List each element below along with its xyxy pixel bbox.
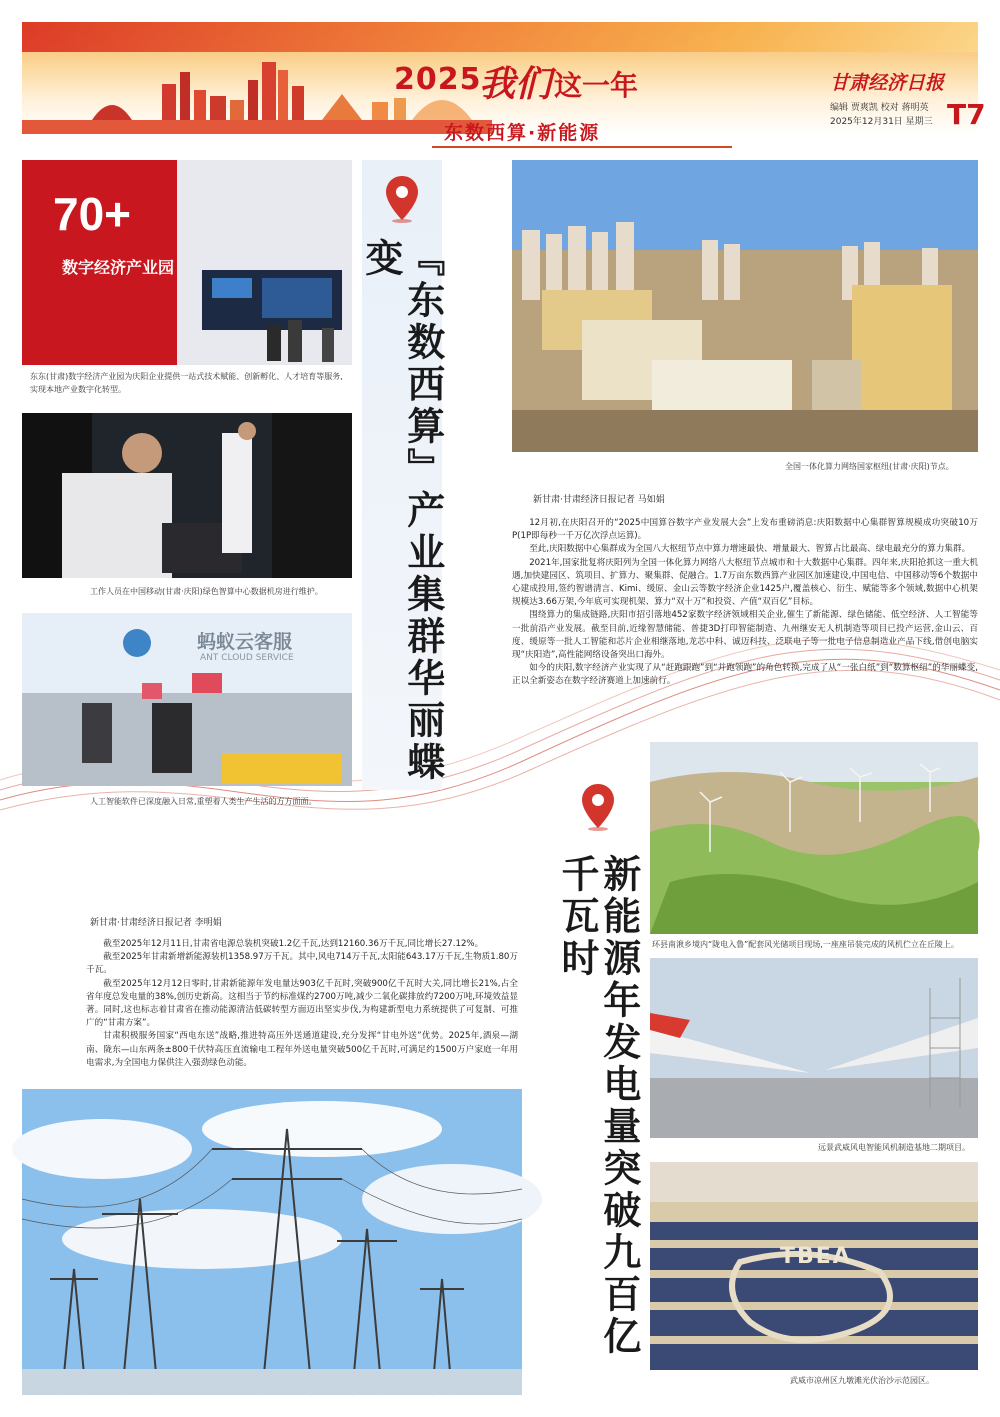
svg-text:70+: 70+ bbox=[52, 188, 132, 240]
photo-wind-farm-hills bbox=[650, 742, 978, 934]
subtitle-divider bbox=[432, 146, 732, 148]
photo-caption: 东东(甘肃)数字经济产业园为庆阳企业提供一站式技术赋能、创新孵化、人才培育等服务,实现本地产业数字化转型。 bbox=[30, 372, 343, 394]
header-title-main: 我们 bbox=[479, 63, 552, 105]
location-pin-icon bbox=[384, 174, 420, 224]
photo-caption: 环县南湫乡境内“陇电入鲁”配套风光储项目现场,一座座吊装完成的风机伫立在丘陵上。 bbox=[652, 940, 959, 949]
paragraph: 围绕算力的集成链路,庆阳市招引落地452家数字经济领域相关企业,催生了新能源、绿色储能、低空经济、人工智能等一批前沿产业发展。截至目前,近缘智慧储能、普捷3D打印智能制造、九州继安无人机制造等项目已投产运营,金山云、百度、缓原等一批人工智能和芯片企业相继落地,龙芯中科、诚迈科技、泛联电子等一批电子信息制造业产品下线,借创电脑实现“庆阳造”,高性能网络设备突出口海外。 bbox=[512, 610, 978, 661]
location-pin-icon bbox=[580, 782, 616, 832]
paragraph: 截至2025年12月12日零时,甘肃新能源年发电量达903亿千瓦时,突破900亿千瓦时大关,同比增长21%,占全省年度总发电量的38%,创历史新高。这相当于节约标准煤约2700万吨,减少二氧化碳排放约7200万吨,环境效益显著。同时,这也标志着甘肃省在推动能源清洁低碳转型方面迈出坚实步伐,为构建新型电力系统提供了可复制、可推广的“甘肃方案”。 bbox=[86, 978, 518, 1029]
paragraph: 截至2025年12月11日,甘肃省电源总装机突破1.2亿千瓦,达到12160.36万千瓦,同比增长27.12%。 bbox=[103, 939, 484, 949]
photo-computing-hub-aerial bbox=[512, 160, 978, 452]
paragraph: 至此,庆阳数据中心集群成为全国八大枢纽节点中算力增速最快、增量最大、智算占比最高、绿电最充分的算力集群。 bbox=[529, 544, 971, 555]
article-new-energy-body bbox=[86, 938, 518, 1070]
paragraph: 2021年,国家批复将庆阳列为全国一体化算力网络八大枢纽节点城市和十大数据中心集群。四年来,庆阳抢抓这一重大机遇,加快建园区、筑项目、扩算力、聚集群、促融合。1.7万亩东数西算产业园区加速建设,中国电信、中国移动等6个数据中心建成投用,签约智谱清言、Kimi、缓原、金山云等数字经济企业1425户,覆盖核心、衍生、赋能等多个领域,数据中心机架规模达3.66万架,今年底可实现机架、算力“双十万”和投资、产值“双百亿”目标。 bbox=[512, 557, 978, 608]
header-year: 2025 bbox=[394, 62, 482, 97]
page-header bbox=[22, 22, 986, 144]
photo-data-center-maintenance bbox=[22, 413, 352, 578]
photo-caption: 人工智能软件已深度融入日常,重塑着人类生产生活的方方面面。 bbox=[90, 797, 317, 806]
photo-ai-customer-service bbox=[22, 613, 352, 786]
paragraph: 如今的庆阳,数字经济产业实现了从“赶跑跟跑”到“并跑领跑”的角色转换,完成了从“一张白纸”到“数算枢纽”的华丽蝶变,正以全新姿态在数字经济赛道上加速前行。 bbox=[512, 663, 978, 687]
paragraph: 截至2025年甘肃新增新能源装机1358.97万千瓦。其中,风电714万千瓦,太阳能643.17万千瓦,生物质1.80万千瓦。 bbox=[86, 952, 518, 976]
photo-caption: 工作人员在中国移动(甘肃·庆阳)绿色智算中心数据机房进行维护。 bbox=[90, 587, 323, 596]
photo-sign-ant-cloud: 蚂蚁云客服 bbox=[197, 631, 293, 653]
article-east-data-body bbox=[512, 517, 978, 689]
headline-panel-new-energy bbox=[555, 770, 642, 1360]
photo-sign-digital-economy: 数字经济产业园 bbox=[62, 258, 175, 277]
header-title-tail: 这一年 bbox=[554, 69, 639, 102]
publication-date: 2025年12月31日 星期三 bbox=[830, 117, 933, 127]
header-subtitle: 东数西算·新能源 bbox=[444, 122, 601, 144]
paragraph: 12月初,在庆阳召开的“2025中国算谷数字产业发展大会”上发布重磅消息:庆阳数据中心集群智算规模成功突破10万P(1P即每秒一千万亿次浮点运算)。 bbox=[512, 518, 978, 542]
photo-sign-ant-cloud-en: ANT CLOUD SERVICE bbox=[200, 653, 294, 663]
newspaper-masthead: 甘肃经济日报 bbox=[830, 72, 945, 94]
photo-caption: 武威市凉州区九墩滩光伏治沙示范园区。 bbox=[790, 1376, 934, 1385]
photo-wind-blade-factory bbox=[650, 958, 978, 1138]
headline-panel-east-data bbox=[359, 160, 446, 790]
solar-array-tbea-logo: TBEA bbox=[780, 1244, 852, 1269]
header-band bbox=[22, 22, 978, 52]
photo-caption: 远景武威风电智能风机制造基地二期项目。 bbox=[818, 1143, 970, 1152]
paragraph: 甘肃积极服务国家“西电东送”战略,推进特高压外送通道建设,充分发挥“甘电外送”优势。2025年,酒泉—湖南、陇东—山东两条±800千伏特高压直流输电工程年外送电量突破500亿千瓦时,可满足约1500万户家庭一年用电需求,为全国电力保供注入强劲绿色动能。 bbox=[86, 1031, 518, 1068]
photo-caption: 全国一体化算力网络国家枢纽(甘肃·庆阳)节点。 bbox=[785, 462, 954, 471]
photo-digital-economy-park bbox=[22, 160, 352, 365]
headline-east-data-west-computing: 『东数西算』产业集群华丽蝶变 bbox=[359, 238, 446, 784]
byline-li-mingjuan: 新甘肃·甘肃经济日报记者 李明娟 bbox=[90, 918, 222, 928]
photo-uhv-transmission-towers bbox=[22, 1089, 522, 1395]
headline-new-energy-generation: 新能源年发电量突破九百亿千瓦时 bbox=[555, 854, 642, 1358]
photo-solar-desert-park bbox=[650, 1162, 978, 1370]
page-number: T7 bbox=[947, 98, 986, 131]
byline-ma-rujuan: 新甘肃·甘肃经济日报记者 马如娟 bbox=[533, 495, 665, 505]
editor-credits: 编辑 贾爽凯 校对 蒋明英 bbox=[830, 103, 929, 113]
